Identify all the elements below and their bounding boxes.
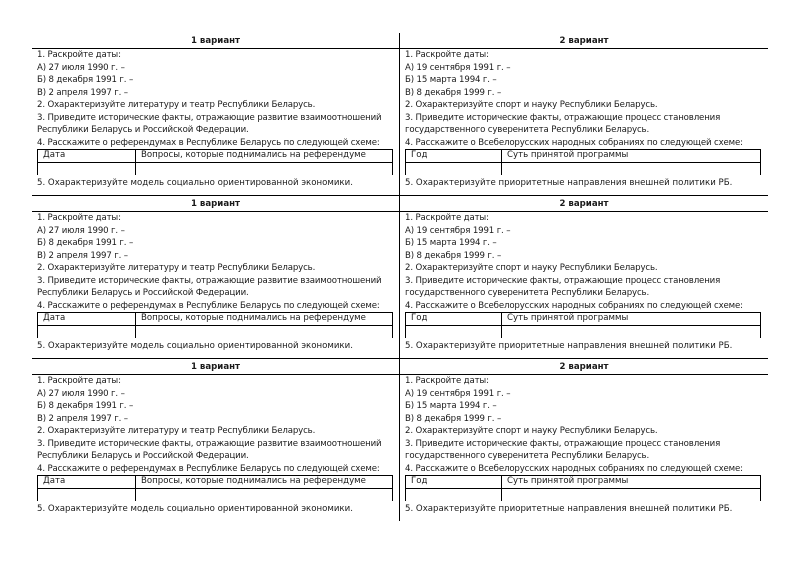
- question-1-c: В) 2 апреля 1997 г. –: [37, 250, 128, 261]
- question-5: 5. Охарактеризуйте модель социально ориентированной экономики.: [37, 177, 353, 188]
- question-1-b: Б) 15 марта 1994 г. –: [405, 401, 497, 411]
- question-3-line-1: 3. Приведите исторические факты, отражающие развитие взаимоотношений: [37, 112, 382, 123]
- column-header-date: Дата: [38, 313, 136, 326]
- assembly-scheme-table: [405, 312, 761, 338]
- question-1-b: Б) 8 декабря 1991 г. –: [37, 401, 134, 411]
- column-header-program: Суть принятой программы: [502, 150, 761, 163]
- question-3-line-1: 3. Приведите исторические факты, отражающие процесс становления: [405, 438, 721, 449]
- table-empty-row: [38, 325, 393, 338]
- variant-1-card: [32, 33, 400, 195]
- question-1: 1. Раскройте даты:: [405, 50, 489, 60]
- empty-cell: [406, 325, 502, 338]
- variant-1-card: [32, 359, 400, 521]
- empty-cell: [38, 325, 136, 338]
- question-1: 1. Раскройте даты:: [37, 376, 121, 386]
- column-header-date: Дата: [38, 150, 136, 163]
- column-header-year: Год: [406, 476, 502, 489]
- question-2: 2. Охарактеризуйте спорт и науку Республики Беларусь.: [405, 426, 658, 436]
- variant-2-title: 2 вариант: [400, 34, 768, 49]
- question-3-line-1: 3. Приведите исторические факты, отражающие развитие взаимоотношений: [37, 438, 382, 449]
- empty-cell: [502, 162, 761, 175]
- table-header-row: [406, 476, 761, 489]
- table-empty-row: [406, 325, 761, 338]
- question-3-line-2: Республики Беларусь и Российской Федерации.: [37, 288, 249, 298]
- question-3-line-2: государственного суверенитета Республики Беларусь.: [405, 288, 650, 298]
- variant-2-card: [400, 359, 768, 521]
- empty-cell: [406, 488, 502, 501]
- question-2: 2. Охарактеризуйте спорт и науку Республики Беларусь.: [405, 100, 658, 110]
- assembly-scheme-table: [405, 149, 761, 175]
- empty-cell: [136, 488, 393, 501]
- question-1-c: В) 8 декабря 1999 г. –: [405, 87, 502, 98]
- question-3-line-2: Республики Беларусь и Российской Федерации.: [37, 451, 249, 461]
- variant-1-card: [32, 196, 400, 358]
- question-4: 4. Расскажите о референдумах в Республике Беларусь по следующей схеме:: [37, 463, 380, 474]
- table-empty-row: [38, 488, 393, 501]
- question-3-line-1: 3. Приведите исторические факты, отражающие процесс становления: [405, 112, 721, 123]
- column-header-program: Суть принятой программы: [502, 313, 761, 326]
- variant-2-card: [400, 33, 768, 195]
- question-4: 4. Расскажите о Всебелорусских народных собраниях по следующей схеме:: [405, 463, 743, 474]
- question-4: 4. Расскажите о референдумах в Республике Беларусь по следующей схеме:: [37, 300, 380, 311]
- column-header-year: Год: [406, 313, 502, 326]
- variant-2-title: 2 вариант: [400, 197, 768, 212]
- variant-1-title: 1 вариант: [32, 360, 399, 375]
- table-header-row: [38, 313, 393, 326]
- empty-cell: [502, 488, 761, 501]
- question-1: 1. Раскройте даты:: [37, 213, 121, 223]
- question-1-b: Б) 15 марта 1994 г. –: [405, 238, 497, 248]
- question-3-line-2: государственного суверенитета Республики Беларусь.: [405, 451, 650, 461]
- question-3-line-1: 3. Приведите исторические факты, отражающие процесс становления: [405, 275, 721, 286]
- question-4: 4. Расскажите о Всебелорусских народных собраниях по следующей схеме:: [405, 300, 743, 311]
- question-1: 1. Раскройте даты:: [37, 50, 121, 60]
- referendum-scheme-table: [37, 149, 393, 175]
- question-1-c: В) 2 апреля 1997 г. –: [37, 413, 128, 424]
- question-1-a: А) 19 сентября 1991 г. –: [405, 225, 511, 236]
- column-header-questions: Вопросы, которые поднимались на референдуме: [136, 150, 393, 163]
- question-1-a: А) 19 сентября 1991 г. –: [405, 62, 511, 73]
- table-header-row: [38, 476, 393, 489]
- column-header-questions: Вопросы, которые поднимались на референдуме: [136, 476, 393, 489]
- column-header-program: Суть принятой программы: [502, 476, 761, 489]
- question-1-c: В) 8 декабря 1999 г. –: [405, 413, 502, 424]
- question-1-a: А) 19 сентября 1991 г. –: [405, 388, 511, 399]
- question-2: 2. Охарактеризуйте спорт и науку Республики Беларусь.: [405, 263, 658, 273]
- column-header-year: Год: [406, 150, 502, 163]
- question-1-c: В) 8 декабря 1999 г. –: [405, 250, 502, 261]
- empty-cell: [136, 162, 393, 175]
- variant-pair-block-1: [32, 33, 768, 196]
- variant-1-title: 1 вариант: [32, 197, 399, 212]
- question-1-c: В) 2 апреля 1997 г. –: [37, 87, 128, 98]
- worksheet-page: [32, 33, 768, 521]
- empty-cell: [406, 162, 502, 175]
- question-3-line-2: Республики Беларусь и Российской Федерации.: [37, 125, 249, 135]
- table-header-row: [406, 150, 761, 163]
- question-5: 5. Охарактеризуйте приоритетные направления внешней политики РБ.: [405, 503, 733, 514]
- table-empty-row: [406, 162, 761, 175]
- question-3-line-2: государственного суверенитета Республики Беларусь.: [405, 125, 650, 135]
- empty-cell: [38, 488, 136, 501]
- question-1: 1. Раскройте даты:: [405, 376, 489, 386]
- variant-2-title: 2 вариант: [400, 360, 768, 375]
- table-header-row: [38, 150, 393, 163]
- table-empty-row: [406, 488, 761, 501]
- question-1-b: Б) 8 декабря 1991 г. –: [37, 75, 134, 85]
- question-1-a: А) 27 июля 1990 г. –: [37, 62, 125, 73]
- question-5: 5. Охарактеризуйте модель социально ориентированной экономики.: [37, 503, 353, 514]
- variant-2-card: [400, 196, 768, 358]
- table-header-row: [406, 313, 761, 326]
- empty-cell: [136, 325, 393, 338]
- question-2: 2. Охарактеризуйте литературу и театр Республики Беларусь.: [37, 426, 316, 436]
- referendum-scheme-table: [37, 475, 393, 501]
- question-1: 1. Раскройте даты:: [405, 213, 489, 223]
- assembly-scheme-table: [405, 475, 761, 501]
- question-1-b: Б) 8 декабря 1991 г. –: [37, 238, 134, 248]
- question-1-b: Б) 15 марта 1994 г. –: [405, 75, 497, 85]
- question-5: 5. Охарактеризуйте модель социально ориентированной экономики.: [37, 340, 353, 351]
- column-header-questions: Вопросы, которые поднимались на референдуме: [136, 313, 393, 326]
- question-1-a: А) 27 июля 1990 г. –: [37, 388, 125, 399]
- question-4: 4. Расскажите о Всебелорусских народных собраниях по следующей схеме:: [405, 137, 743, 148]
- variant-1-title: 1 вариант: [32, 34, 399, 49]
- question-1-a: А) 27 июля 1990 г. –: [37, 225, 125, 236]
- question-5: 5. Охарактеризуйте приоритетные направления внешней политики РБ.: [405, 177, 733, 188]
- empty-cell: [502, 325, 761, 338]
- table-empty-row: [38, 162, 393, 175]
- variant-pair-block-2: [32, 196, 768, 359]
- question-5: 5. Охарактеризуйте приоритетные направления внешней политики РБ.: [405, 340, 733, 351]
- variant-pair-block-3: [32, 359, 768, 521]
- empty-cell: [38, 162, 136, 175]
- column-header-date: Дата: [38, 476, 136, 489]
- question-2: 2. Охарактеризуйте литературу и театр Республики Беларусь.: [37, 100, 316, 110]
- question-2: 2. Охарактеризуйте литературу и театр Республики Беларусь.: [37, 263, 316, 273]
- question-4: 4. Расскажите о референдумах в Республике Беларусь по следующей схеме:: [37, 137, 380, 148]
- referendum-scheme-table: [37, 312, 393, 338]
- question-3-line-1: 3. Приведите исторические факты, отражающие развитие взаимоотношений: [37, 275, 382, 286]
